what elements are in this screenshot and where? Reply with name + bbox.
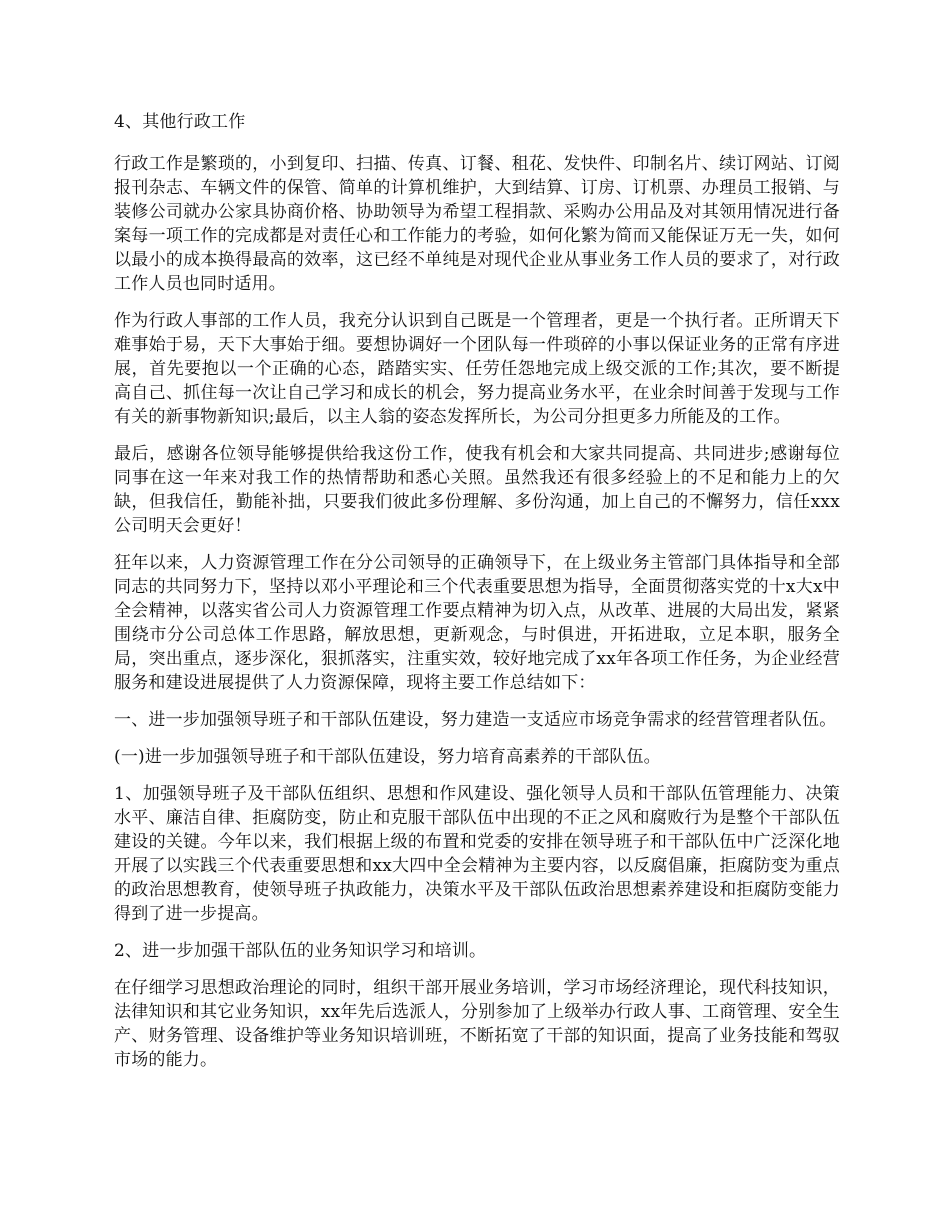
document-page [114,110,840,1085]
paragraph-item-one: 1、加强领导班子及干部队伍组织、思想和作风建设、强化领导人员和干部队伍管理能力、决策水平、廉洁自律、拒腐防变，防止和克服干部队伍中出现的不正之风和腐败行为是整个干部队伍建设的关键。今年以来，我们根据上级的布置和党委的安排在领导班子和干部队伍中广泛深化地开展了以实践三个代表重要思想和xx大四中全会精神为主要内容，以反腐倡廉，拒腐防变为重点的政治思想教育，使领导班子执政能力，决策水平及干部队伍政治思想素养建设和拒腐防变能力得到了进一步提高。 [114,784,840,924]
paragraph-admin-work: 行政工作是繁琐的，小到复印、扫描、传真、订餐、租花、发快件、印制名片、续订网站、订阅报刊杂志、车辆文件的保管、简单的计算机维护，大到结算、订房、订机票、办理员工报销、与装修公司就办公家具协商价格、协助领导为希望工程捐款、采购办公用品及对其领用情况进行备案每一项工作的完成都是对责任心和工作能力的考验，如何化繁为简而又能保证万无一失，如何以最小的成本换得最高的效率，这已经不单纯是对现代企业从事业务工作人员的要求了，对行政工作人员也同时适用。 [114,154,840,294]
paragraph-section-one-title: 一、进一步加强领导班子和干部队伍建设，努力建造一支适应市场竞争需求的经营管理者队伍。 [114,710,837,730]
section-heading: 4、其他行政工作 [114,112,246,132]
paragraph-training: 在仔细学习思想政治理论的同时，组织干部开展业务培训，学习市场经济理论，现代科技知识，法律知识和其它业务知识，xx年先后选派人，分别参加了上级举办行政人事、工商管理、安全生产、财务管理、设备维护等业务知识培训班，不断拓宽了干部的知识面，提高了业务技能和驾驭市场的能力。 [114,978,840,1070]
paragraph-thanks: 最后，感谢各位领导能够提供给我这份工作，使我有机会和大家共同提高、共同进步;感谢每位同事在这一年来对我工作的热情帮助和悉心关照。虽然我还有很多经验上的不足和能力上的欠缺，但我信任，勤能补拙，只要我们彼此多份理解、多份沟通，加上自己的不懈努力，信任xxx公司明天会更好！ [114,444,840,536]
paragraph-item-two-title: 2、进一步加强干部队伍的业务知识学习和培训。 [114,941,487,961]
paragraph-role-reflection: 作为行政人事部的工作人员，我充分认识到自己既是一个管理者，更是一个执行者。正所谓天下难事始于易，天下大事始于细。要想协调好一个团队每一件琐碎的小事以保证业务的正常有序进展，首先要抱以一个正确的心态，踏踏实实、任劳任怨地完成上级交派的工作;其次，要不断提高自己、抓住每一次让自己学习和成长的机会，努力提高业务水平，在业余时间善于发现与工作有关的新事物新知识;最后，以主人翁的姿态发挥所长，为公司分担更多力所能及的工作。 [114,311,840,427]
paragraph-subsection-one-title: (一)进一步加强领导班子和干部队伍建设，努力培育高素养的干部队伍。 [114,747,661,767]
paragraph-hr-summary: 狂年以来，人力资源管理工作在分公司领导的正确领导下，在上级业务主管部门具体指导和全部同志的共同努力下，坚持以邓小平理论和三个代表重要思想为指导，全面贯彻落实党的十x大x中全会精神，以落实省公司人力资源管理工作要点精神为切入点，从改革、进展的大局出发，紧紧围绕市分公司总体工作思路，解放思想，更新观念，与时俱进，开拓进取，立足本职，服务全局，突出重点，逐步深化，狠抓落实，注重实效，较好地完成了xx年各项工作任务，为企业经营服务和建设进展提供了人力资源保障，现将主要工作总结如下： [114,553,840,693]
